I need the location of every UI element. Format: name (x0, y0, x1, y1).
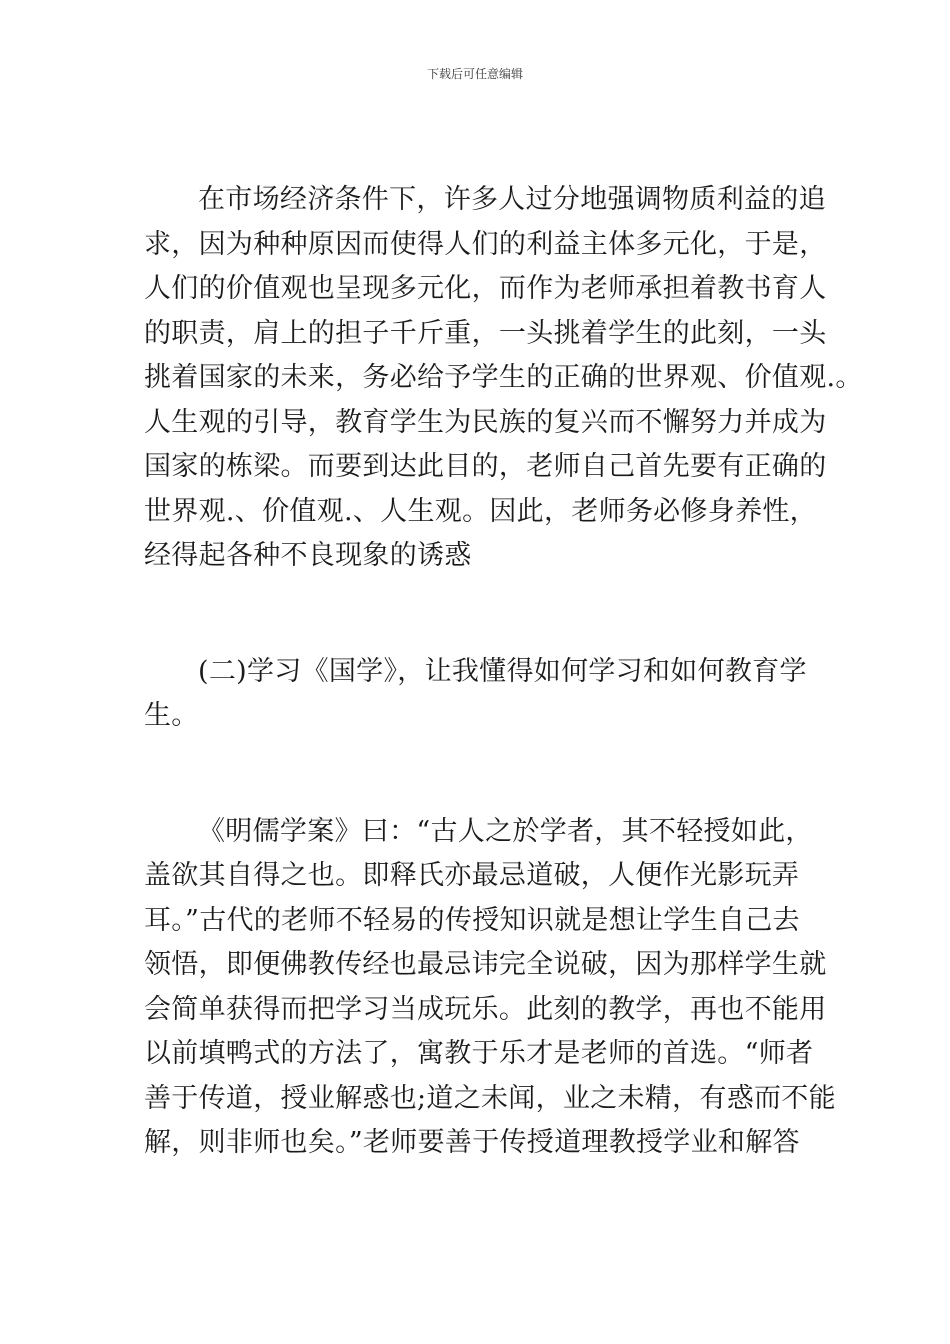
paragraph-mingru-xuean (144, 810, 836, 1166)
text-line: 《明儒学案》曰：“古人之於学者，其不轻授如此， (198, 815, 813, 847)
text-line: 领悟，即便佛教传经也最忌讳完全说破，因为那样学生就 (144, 949, 827, 980)
text-line: 挑着国家的未来，务必给予学生的正确的世界观、价值观.。 (144, 362, 863, 393)
document-body (144, 178, 863, 1166)
text-line: 求，因为种种原因而使得人们的利益主体多元化，于是， (144, 228, 827, 260)
text-line: (二)学习《国学》，让我懂得如何学习和如何教育学 (198, 655, 807, 687)
section-heading-guoxue (144, 650, 824, 739)
text-line: 解，则非师也矣。”老师要善于传授道理教授学业和解答 (144, 1127, 800, 1158)
text-line: 生。 (144, 700, 199, 731)
text-line: 人们的价值观也呈现多元化，而作为老师承担着教书育人 (144, 273, 827, 304)
text-line: 在市场经济条件下，许多人过分地强调物质利益的追 (198, 184, 826, 215)
text-line: 经得起各种不良现象的诱惑 (144, 540, 472, 571)
text-line: 盖欲其自得之也。即释氏亦最忌道破，人便作光影玩弄 (144, 860, 800, 891)
text-line: 世界观.、价值观.、人生观。因此，老师务必修身养性， (144, 495, 817, 527)
text-line: 以前填鸭式的方法了，寓教于乐才是老师的首选。“师者 (144, 1038, 814, 1069)
text-line: 耳。”古代的老师不轻易的传授知识就是想让学生自己去 (144, 904, 800, 936)
text-line: 会简单获得而把学习当成玩乐。此刻的教学，再也不能用 (144, 993, 827, 1025)
text-line: 国家的栋梁。而要到达此目的，老师自己首先要有正确的 (144, 451, 827, 482)
page-header: 下载后可任意编辑 (426, 67, 523, 81)
text-line: 人生观的引导，教育学生为民族的复兴而不懈努力并成为 (144, 406, 827, 438)
paragraph-spacer (144, 579, 824, 650)
text-line: 的职责，肩上的担子千斤重，一头挑着学生的此刻，一头 (144, 317, 827, 349)
text-line: 善于传道，授业解惑也;道之未闻，业之未精，有惑而不能 (144, 1082, 836, 1114)
paragraph-market-economy (144, 178, 863, 579)
paragraph-spacer (144, 739, 824, 810)
